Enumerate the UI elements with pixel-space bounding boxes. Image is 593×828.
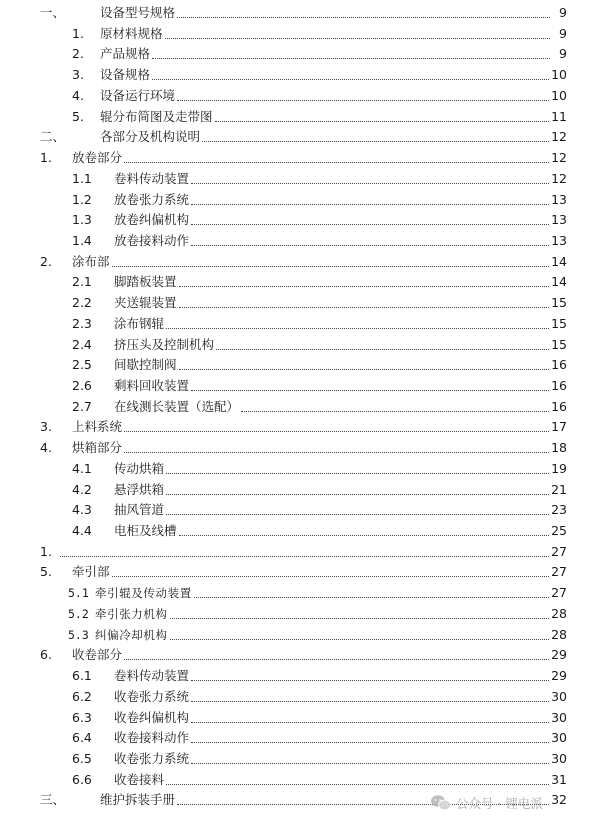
toc-entry[interactable] bbox=[0, 480, 593, 500]
toc-entry-number: 6.5 bbox=[72, 750, 92, 766]
toc-entry-title: 设备运行环境 bbox=[100, 87, 176, 103]
toc-entry-page-number: 12 bbox=[551, 150, 567, 165]
toc-entry-number: 1.1 bbox=[72, 170, 92, 186]
toc-entry-leader bbox=[194, 597, 549, 598]
toc-entry-title: 涂布钢辊 bbox=[114, 315, 165, 331]
toc-entry-leader bbox=[165, 38, 550, 39]
toc-entry[interactable] bbox=[0, 44, 593, 64]
toc-entry[interactable] bbox=[0, 625, 593, 645]
toc-entry-leader bbox=[166, 514, 549, 515]
toc-entry-page-number: 13 bbox=[551, 232, 567, 248]
toc-entry-page-number: 30 bbox=[551, 688, 567, 704]
toc-entry-number: 二、 bbox=[40, 129, 66, 145]
toc-entry-number: 6.4 bbox=[72, 730, 92, 746]
toc-entry-number: 2.5 bbox=[72, 357, 92, 373]
toc-entry[interactable] bbox=[0, 127, 593, 147]
toc-entry[interactable] bbox=[0, 231, 593, 251]
toc-entry-leader bbox=[216, 349, 549, 350]
wechat-icon bbox=[430, 794, 452, 812]
toc-entry-number: 3. bbox=[40, 419, 52, 435]
toc-entry-number: 2.1 bbox=[72, 274, 92, 290]
toc-entry-title: 收卷张力系统 bbox=[114, 750, 190, 766]
toc-entry-leader bbox=[112, 266, 549, 267]
toc-entry[interactable] bbox=[0, 335, 593, 355]
toc-entry-title: 烘箱部分 bbox=[72, 440, 123, 456]
toc-entry-title: 牵引部 bbox=[72, 564, 110, 580]
toc-entry-title: 牵引张力机构 bbox=[95, 606, 168, 621]
toc-entry[interactable] bbox=[0, 376, 593, 396]
toc-entry-leader bbox=[124, 162, 549, 163]
toc-entry-number: 4.4 bbox=[72, 523, 92, 538]
toc-entry[interactable] bbox=[0, 521, 593, 541]
toc-entry[interactable] bbox=[0, 666, 593, 686]
toc-entry[interactable] bbox=[0, 542, 593, 562]
toc-entry-title: 放卷张力系统 bbox=[114, 191, 190, 207]
toc-entry-page-number: 28 bbox=[551, 605, 567, 621]
toc-entry-number: 一、 bbox=[40, 5, 66, 20]
toc-entry-leader bbox=[179, 307, 549, 308]
toc-entry-title: 卷料传动装置 bbox=[114, 668, 190, 683]
toc-entry-number: 1. bbox=[40, 150, 52, 165]
toc-entry-title: 放卷纠偏机构 bbox=[114, 212, 190, 228]
toc-entry-title: 产品规格 bbox=[100, 46, 151, 62]
toc-entry-leader bbox=[166, 473, 549, 474]
toc-entry-number: 2.3 bbox=[72, 315, 92, 331]
toc-entry-page-number: 16 bbox=[551, 378, 567, 393]
toc-entry-leader bbox=[152, 58, 550, 59]
toc-entry-title: 夹送辊装置 bbox=[114, 295, 177, 311]
toc-entry-leader bbox=[191, 204, 549, 205]
toc-entry-title: 收卷接料 bbox=[114, 771, 165, 787]
toc-entry-leader bbox=[179, 286, 549, 287]
toc-entry-page-number: 29 bbox=[551, 668, 567, 683]
toc-entry[interactable] bbox=[0, 355, 593, 375]
toc-entry-number: 2.7 bbox=[72, 398, 92, 414]
toc-entry-title: 牵引辊及传动装置 bbox=[95, 586, 192, 601]
toc-entry-title: 维护拆装手册 bbox=[100, 792, 176, 808]
toc-entry-page-number: 9 bbox=[559, 25, 567, 41]
toc-entry-number: 5. bbox=[72, 108, 84, 124]
toc-entry-title: 放卷部分 bbox=[72, 150, 123, 165]
toc-entry-leader bbox=[124, 452, 549, 453]
toc-entry-title: 在线测长装置（选配） bbox=[114, 398, 240, 414]
toc-entry-page-number: 21 bbox=[551, 481, 567, 497]
toc-entry-number: 1. bbox=[40, 543, 52, 559]
toc-entry-title: 原材料规格 bbox=[100, 25, 163, 41]
toc-entry-page-number: 32 bbox=[551, 792, 567, 808]
toc-entry-number: 5. bbox=[40, 564, 52, 580]
toc-entry-number: 6. bbox=[40, 647, 52, 663]
toc-entry[interactable] bbox=[0, 107, 593, 127]
toc-entry-title: 放卷接料动作 bbox=[114, 232, 190, 248]
toc-entry-title: 各部分及机构说明 bbox=[100, 129, 201, 145]
toc-entry-title: 收卷部分 bbox=[72, 647, 123, 663]
toc-entry[interactable] bbox=[0, 293, 593, 313]
toc-entry-number: 2.2 bbox=[72, 295, 92, 311]
toc-entry-number: 三、 bbox=[40, 792, 66, 808]
toc-entry-title: 间歇控制阀 bbox=[114, 357, 177, 373]
toc-entry-leader bbox=[179, 369, 549, 370]
toc-entry[interactable] bbox=[0, 417, 593, 437]
toc-entry-number: 2.4 bbox=[72, 336, 92, 352]
toc-entry-leader bbox=[170, 639, 549, 640]
toc-entry-leader bbox=[191, 763, 549, 764]
toc-entry-leader bbox=[191, 390, 549, 391]
toc-entry-number: 5.2 bbox=[68, 606, 89, 621]
toc-entry-page-number: 11 bbox=[551, 108, 567, 124]
toc-entry[interactable] bbox=[0, 728, 593, 748]
toc-entry-leader bbox=[191, 680, 549, 681]
toc-entry-number: 4.3 bbox=[72, 502, 92, 518]
toc-entry-title: 剩料回收装置 bbox=[114, 378, 190, 393]
toc-entry-number: 1.2 bbox=[72, 191, 92, 207]
toc-entry-number: 4. bbox=[40, 440, 52, 456]
toc-entry-leader bbox=[166, 494, 549, 495]
toc-entry-title: 收卷张力系统 bbox=[114, 688, 190, 704]
toc-entry-page-number: 16 bbox=[551, 357, 567, 373]
toc-entry-number: 4.1 bbox=[72, 460, 92, 476]
toc-entry[interactable] bbox=[0, 438, 593, 458]
toc-entry[interactable] bbox=[0, 770, 593, 790]
toc-entry[interactable] bbox=[0, 397, 593, 417]
toc-entry[interactable] bbox=[0, 252, 593, 272]
toc-entry-page-number: 23 bbox=[551, 502, 567, 518]
toc-entry-number: 5.3 bbox=[68, 627, 89, 642]
toc-entry-page-number: 14 bbox=[551, 274, 567, 290]
toc-entry-title: 脚踏板装置 bbox=[114, 274, 177, 290]
toc-entry-leader bbox=[124, 431, 549, 432]
toc-entry[interactable] bbox=[0, 148, 593, 168]
toc-entry-leader bbox=[177, 100, 549, 101]
toc-entry-title: 上料系统 bbox=[72, 419, 123, 435]
toc-entry-page-number: 17 bbox=[551, 419, 567, 435]
toc-entry-page-number: 10 bbox=[551, 87, 567, 103]
toc-entry-number: 6.3 bbox=[72, 709, 92, 725]
toc-entry-leader bbox=[112, 576, 549, 577]
toc-entry-page-number: 12 bbox=[551, 129, 567, 145]
toc-entry-title: 传动烘箱 bbox=[114, 460, 165, 476]
toc-entry-title: 辊分布简图及走带图 bbox=[100, 108, 213, 124]
toc-entry[interactable] bbox=[0, 86, 593, 106]
toc-entry-title: 纠偏冷却机构 bbox=[95, 627, 168, 642]
toc-entry-number: 1.4 bbox=[72, 232, 92, 248]
toc-entry-leader bbox=[152, 79, 549, 80]
toc-entry-title: 收卷纠偏机构 bbox=[114, 709, 190, 725]
toc-entry[interactable] bbox=[0, 169, 593, 189]
toc-entry-leader bbox=[166, 328, 549, 329]
toc-entry[interactable] bbox=[0, 687, 593, 707]
toc-entry-number: 6.6 bbox=[72, 771, 92, 787]
toc-entry[interactable] bbox=[0, 749, 593, 769]
toc-entry-number: 5.1 bbox=[68, 586, 89, 601]
toc-entry-number: 2. bbox=[72, 46, 84, 62]
toc-entry[interactable] bbox=[0, 645, 593, 665]
toc-entry[interactable] bbox=[0, 500, 593, 520]
toc-entry-number: 1. bbox=[72, 25, 84, 41]
toc-entry-leader bbox=[177, 17, 550, 18]
toc-entry-title: 设备型号规格 bbox=[100, 5, 176, 20]
toc-entry-number: 2. bbox=[40, 253, 52, 269]
toc-entry-title: 涂布部 bbox=[72, 253, 110, 269]
toc-entry-page-number: 13 bbox=[551, 191, 567, 207]
toc-entry-page-number: 15 bbox=[551, 336, 567, 352]
toc-entry-page-number: 30 bbox=[551, 750, 567, 766]
toc-entry-number: 1.3 bbox=[72, 212, 92, 228]
toc-entry-page-number: 15 bbox=[551, 295, 567, 311]
toc-entry-leader bbox=[215, 121, 549, 122]
toc-entry-leader bbox=[191, 701, 549, 702]
toc-entry-page-number: 27 bbox=[551, 543, 567, 559]
toc-entry[interactable] bbox=[0, 272, 593, 292]
toc-entry-page-number: 18 bbox=[551, 440, 567, 456]
toc-entry-number: 6.2 bbox=[72, 688, 92, 704]
toc-entry-page-number: 25 bbox=[551, 523, 567, 538]
watermark-text: 公众号 · 锂电派 bbox=[456, 796, 543, 811]
toc-entry-title: 挤压头及控制机构 bbox=[114, 336, 215, 352]
toc-entry[interactable] bbox=[0, 65, 593, 85]
toc-entry-page-number: 30 bbox=[551, 730, 567, 746]
toc-entry-leader bbox=[241, 411, 549, 412]
toc-entry-page-number: 30 bbox=[551, 709, 567, 725]
toc-entry-title: 悬浮烘箱 bbox=[114, 481, 165, 497]
toc-entry-title: 收卷接料动作 bbox=[114, 730, 190, 746]
toc-entry-page-number: 10 bbox=[551, 67, 567, 83]
toc-entry-leader bbox=[166, 784, 549, 785]
toc-entry[interactable] bbox=[0, 459, 593, 479]
toc-entry-page-number: 29 bbox=[551, 647, 567, 663]
toc-entry-page-number: 16 bbox=[551, 398, 567, 414]
toc-entry-page-number: 31 bbox=[551, 771, 567, 787]
toc-entry-page-number: 19 bbox=[551, 460, 567, 476]
toc-entry-page-number: 13 bbox=[551, 212, 567, 228]
toc-entry-number: 6.1 bbox=[72, 668, 92, 683]
toc-entry[interactable] bbox=[0, 562, 593, 582]
toc-entry-title: 抽风管道 bbox=[114, 502, 165, 518]
toc-entry-leader bbox=[60, 556, 549, 557]
toc-entry-title: 电柜及线槽 bbox=[114, 523, 177, 538]
toc-entry-leader bbox=[202, 141, 549, 142]
toc-entry-leader bbox=[191, 183, 549, 184]
toc-entry-number: 4.2 bbox=[72, 481, 92, 497]
toc-entry-page-number: 15 bbox=[551, 315, 567, 331]
toc-entry[interactable] bbox=[0, 3, 593, 23]
toc-entry-page-number: 14 bbox=[551, 253, 567, 269]
toc-entry-leader bbox=[191, 224, 549, 225]
toc-entry-leader bbox=[191, 742, 549, 743]
toc-entry-number: 3. bbox=[72, 67, 84, 83]
toc-entry[interactable] bbox=[0, 583, 593, 603]
toc-entry-page-number: 27 bbox=[551, 564, 567, 580]
toc-entry-title: 卷料传动装置 bbox=[114, 170, 190, 186]
toc-entry[interactable] bbox=[0, 314, 593, 334]
toc-entry[interactable] bbox=[0, 708, 593, 728]
toc-entry-title: 设备规格 bbox=[100, 67, 151, 83]
toc-entry-page-number: 9 bbox=[559, 46, 567, 62]
toc-entry-number: 4. bbox=[72, 87, 84, 103]
toc-entry-page-number: 12 bbox=[551, 170, 567, 186]
toc-entry-page-number: 27 bbox=[551, 585, 567, 601]
toc-entry-leader bbox=[191, 722, 549, 723]
toc-entry-leader bbox=[179, 535, 549, 536]
watermark bbox=[430, 790, 543, 816]
toc-entry-leader bbox=[124, 659, 549, 660]
toc-entry[interactable] bbox=[0, 190, 593, 210]
toc-entry-leader bbox=[191, 245, 549, 246]
toc-entry[interactable] bbox=[0, 604, 593, 624]
toc-entry[interactable] bbox=[0, 24, 593, 44]
toc-entry[interactable] bbox=[0, 210, 593, 230]
toc-entry-leader bbox=[170, 618, 549, 619]
toc-entry-number: 2.6 bbox=[72, 378, 92, 393]
toc-entry-page-number: 28 bbox=[551, 626, 567, 642]
toc-entry-page-number: 9 bbox=[559, 5, 567, 20]
